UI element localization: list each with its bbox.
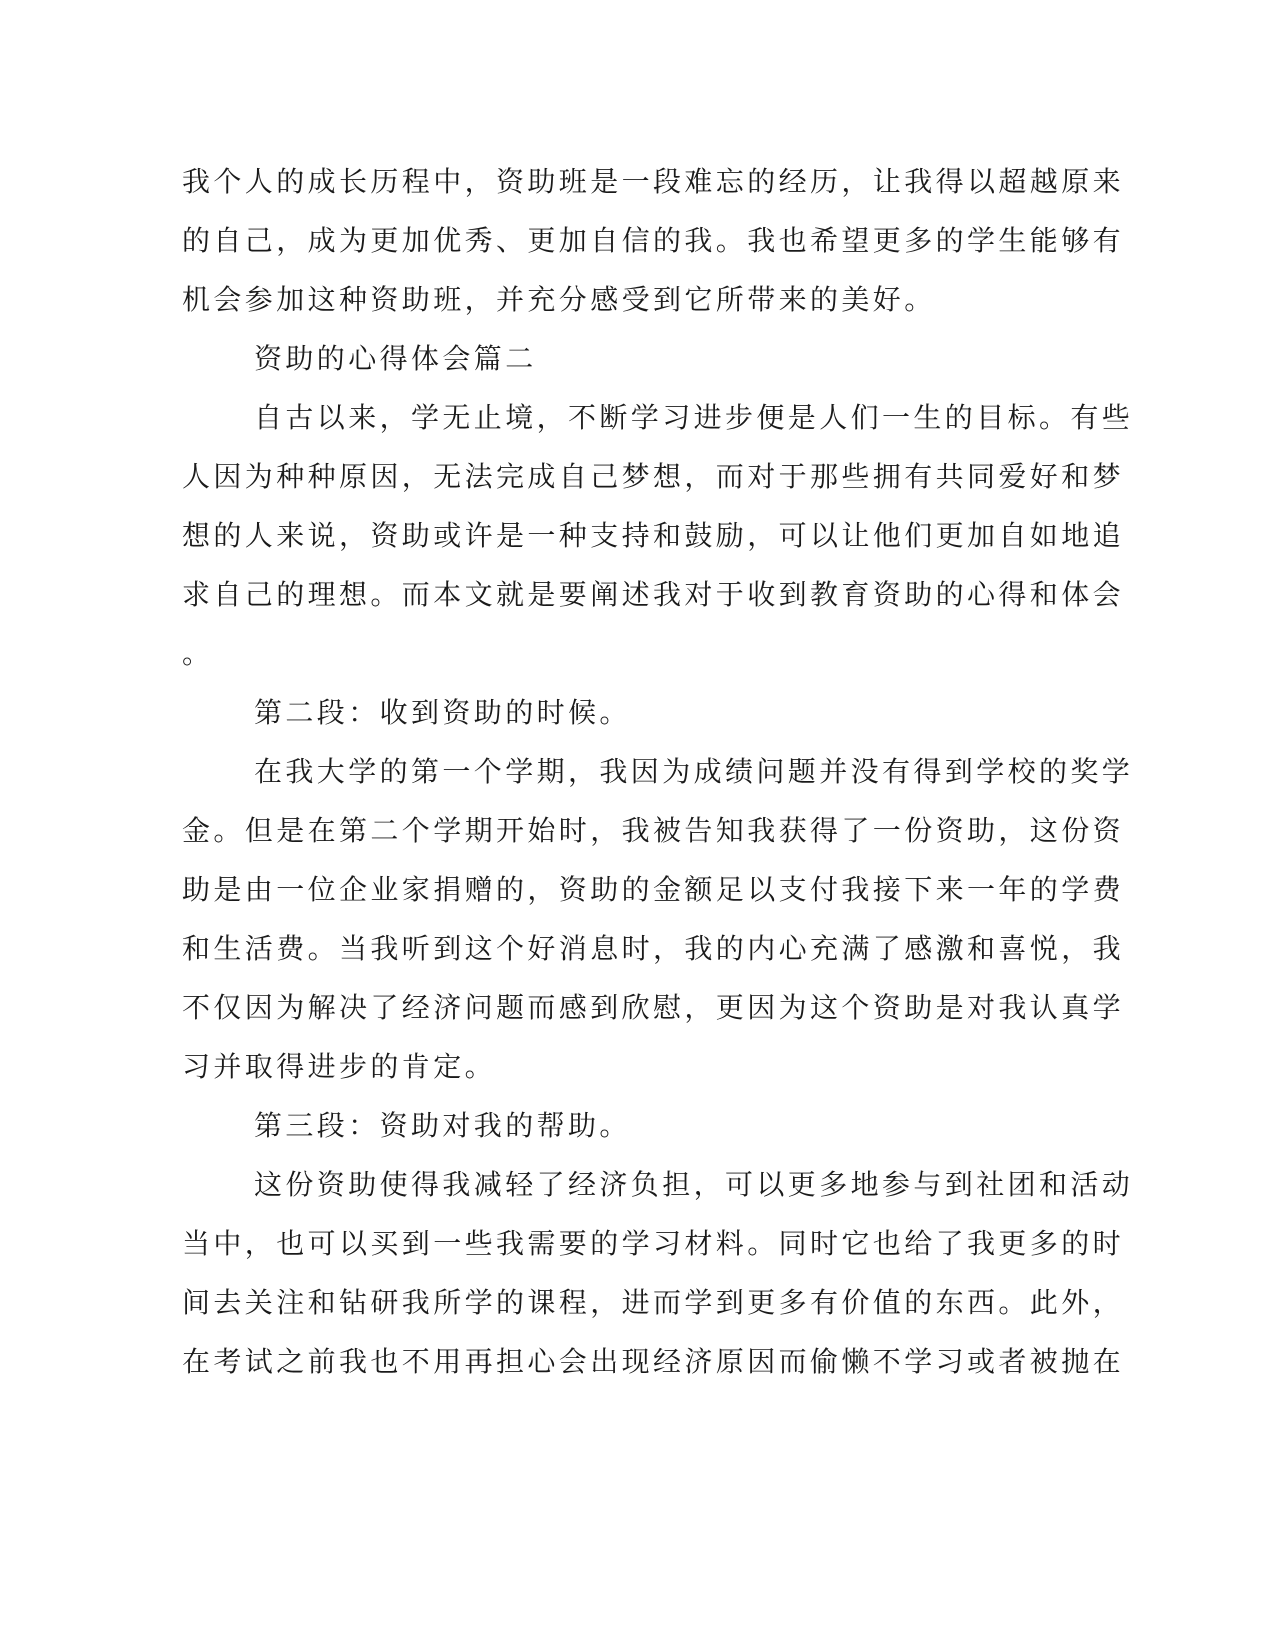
text-line: 自古以来，学无止境，不断学习进步便是人们一生的目标。有些: [254, 401, 1134, 434]
text-line: 求自己的理想。而本文就是要阐述我对于收到教育资助的心得和体会: [182, 578, 1125, 611]
text-line: 习并取得进步的肯定。: [182, 1050, 497, 1083]
text-line: 金。但是在第二个学期开始时，我被告知我获得了一份资助，这份资: [182, 814, 1125, 847]
text-line: 机会参加这种资助班，并充分感受到它所带来的美好。: [182, 283, 936, 316]
text-line: 不仅因为解决了经济问题而感到欣慰，更因为这个资助是对我认真学: [182, 991, 1125, 1024]
text-line: 的自己，成为更加优秀、更加自信的我。我也希望更多的学生能够有: [182, 224, 1125, 257]
text-line: 和生活费。当我听到这个好消息时，我的内心充满了感激和喜悦，我: [182, 932, 1125, 965]
text-line: 。: [182, 637, 214, 670]
section-heading: 第三段：资助对我的帮助。: [254, 1109, 631, 1142]
text-line: 想的人来说，资助或许是一种支持和鼓励，可以让他们更加自如地追: [182, 519, 1125, 552]
text-line: 当中，也可以买到一些我需要的学习材料。同时它也给了我更多的时: [182, 1227, 1125, 1260]
text-line: 在考试之前我也不用再担心会出现经济原因而偷懒不学习或者被抛在: [182, 1345, 1125, 1378]
section-heading: 第二段：收到资助的时候。: [254, 696, 631, 729]
section-heading: 资助的心得体会篇二: [254, 342, 537, 375]
document-body: [182, 152, 1134, 1391]
text-line: 我个人的成长历程中，资助班是一段难忘的经历，让我得以超越原来: [182, 165, 1125, 198]
text-line: 间去关注和钻研我所学的课程，进而学到更多有价值的东西。此外，: [182, 1286, 1125, 1319]
text-line: 助是由一位企业家捐赠的，资助的金额足以支付我接下来一年的学费: [182, 873, 1125, 906]
text-line: 这份资助使得我减轻了经济负担，可以更多地参与到社团和活动: [254, 1168, 1134, 1201]
text-line: 人因为种种原因，无法完成自己梦想，而对于那些拥有共同爱好和梦: [182, 460, 1125, 493]
text-line: 在我大学的第一个学期，我因为成绩问题并没有得到学校的奖学: [254, 755, 1134, 788]
